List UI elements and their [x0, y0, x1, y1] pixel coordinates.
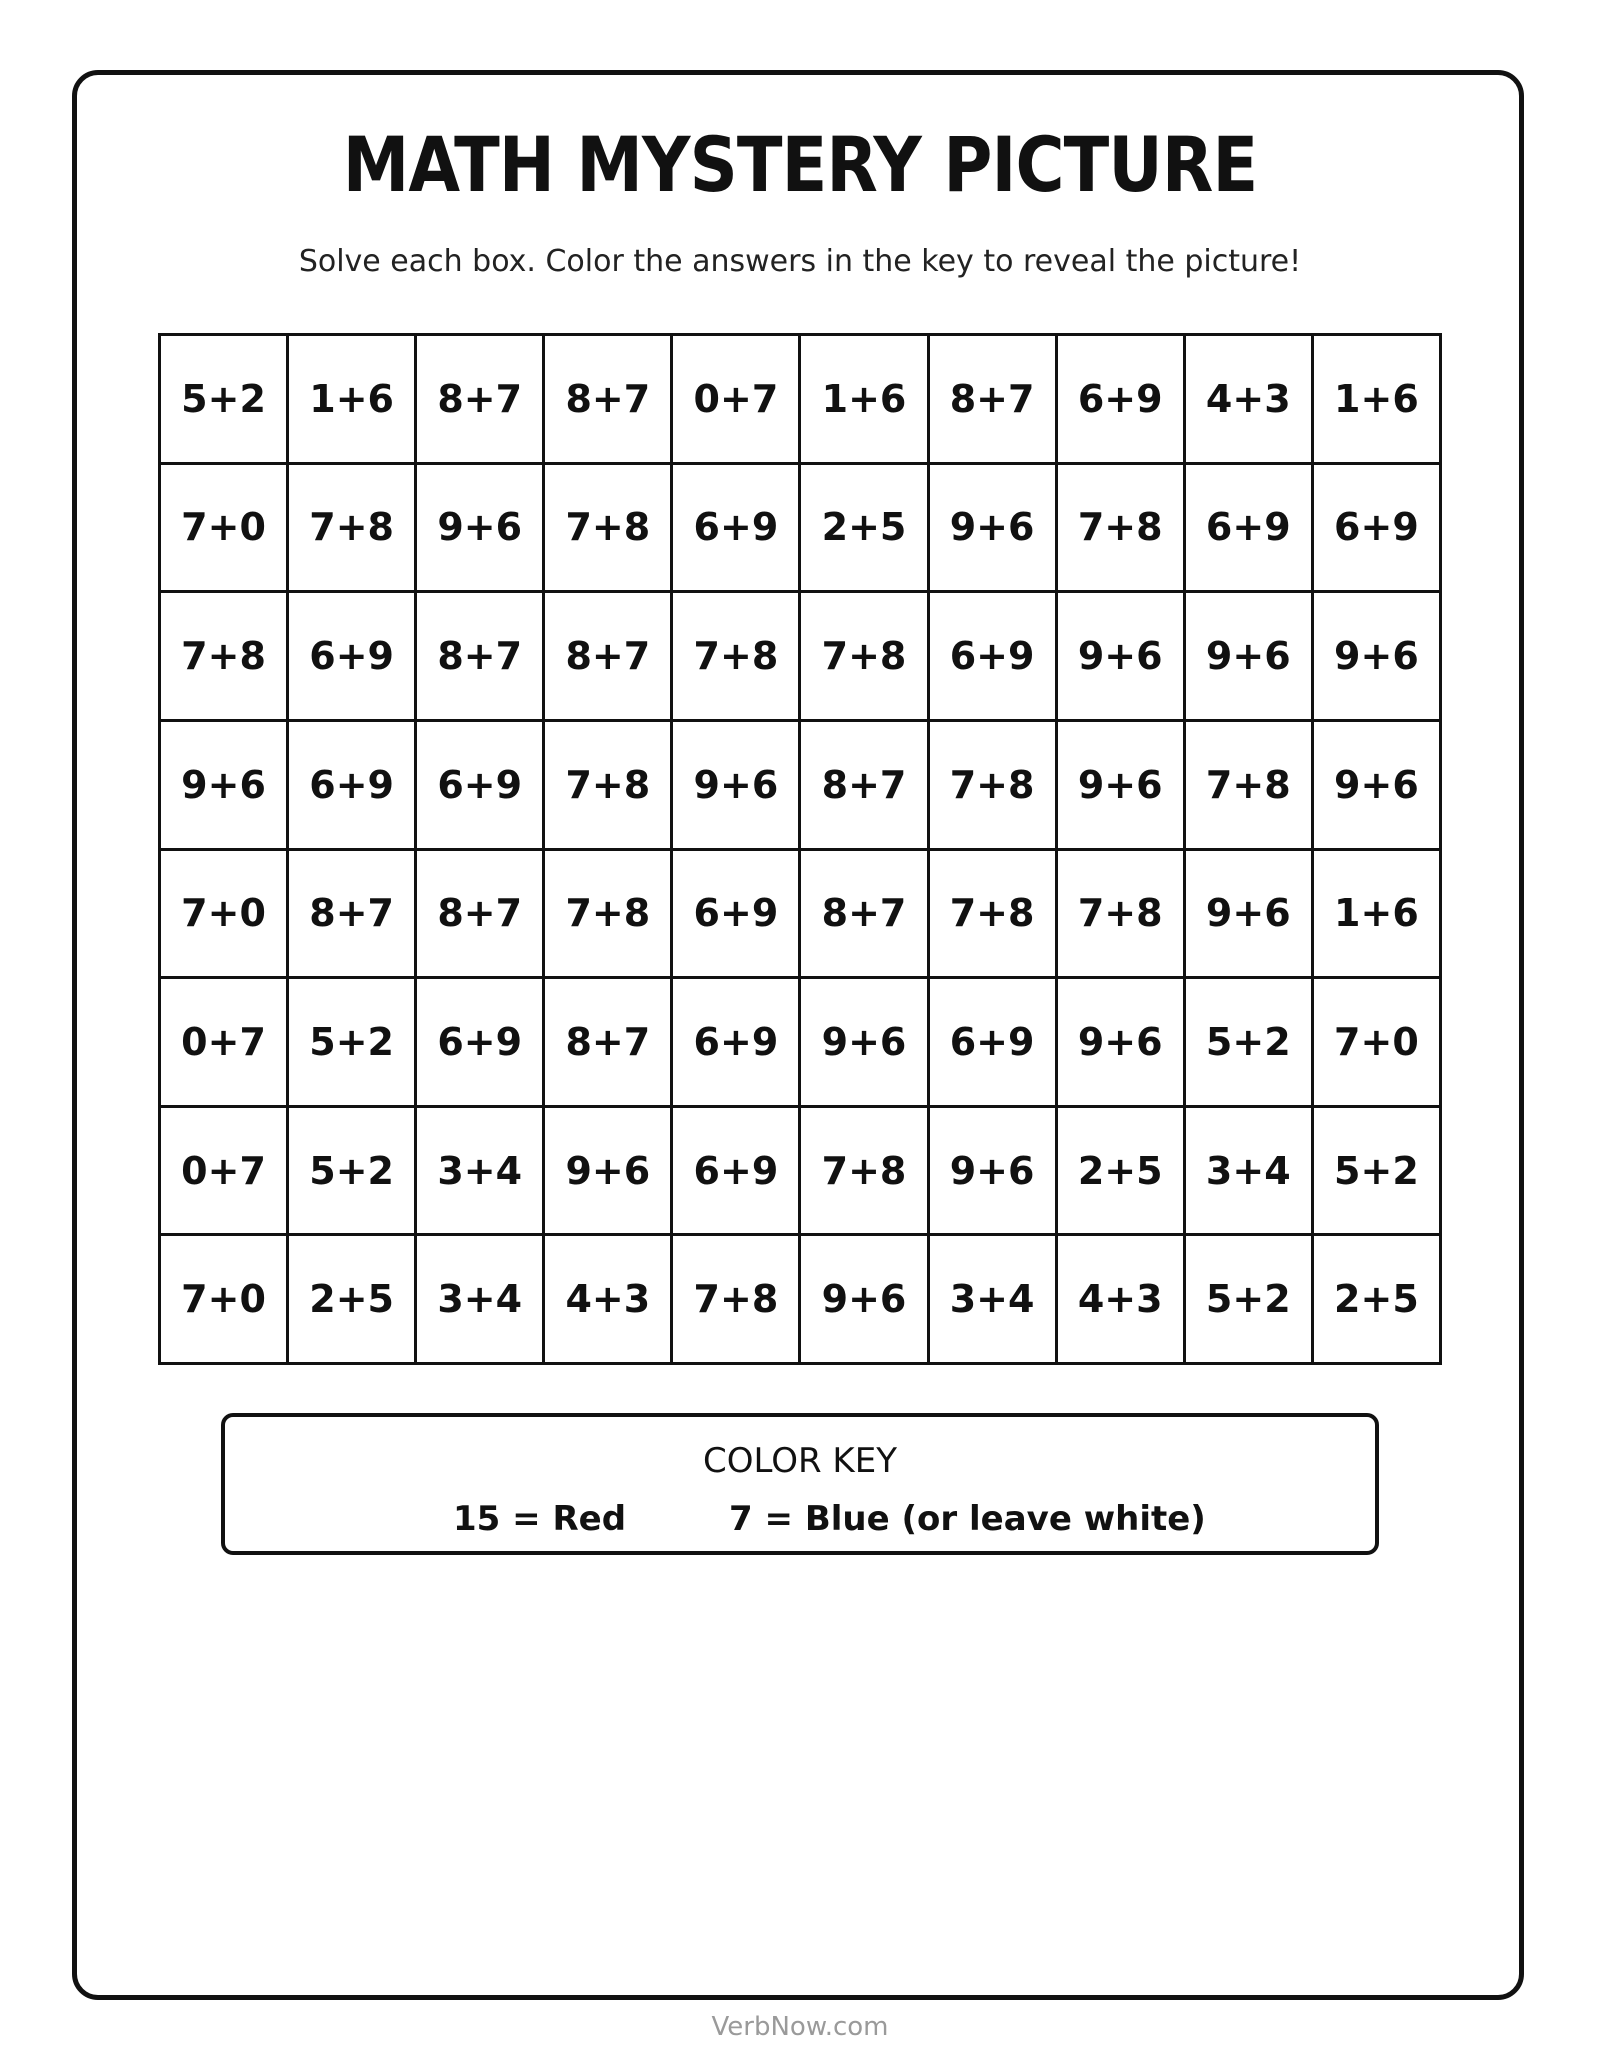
- grid-cell[interactable]: 9+6: [1312, 720, 1440, 849]
- grid-cell[interactable]: 9+6: [1056, 720, 1184, 849]
- grid-cell[interactable]: 9+6: [928, 463, 1056, 592]
- grid-cell[interactable]: 7+8: [800, 1106, 928, 1235]
- grid-cell[interactable]: 8+7: [544, 335, 672, 464]
- grid-cell[interactable]: 8+7: [544, 592, 672, 721]
- grid-cell[interactable]: 6+9: [1184, 463, 1312, 592]
- grid-cell[interactable]: 0+7: [160, 978, 288, 1107]
- grid-cell[interactable]: 6+9: [416, 720, 544, 849]
- grid-cell[interactable]: 9+6: [416, 463, 544, 592]
- grid-cell[interactable]: 9+6: [672, 720, 800, 849]
- grid-cell[interactable]: 0+7: [160, 1106, 288, 1235]
- grid-cell[interactable]: 2+5: [288, 1235, 416, 1364]
- grid-cell[interactable]: 6+9: [288, 720, 416, 849]
- grid-cell[interactable]: 9+6: [800, 1235, 928, 1364]
- color-key-box: [221, 1413, 1379, 1555]
- grid-cell[interactable]: 5+2: [288, 1106, 416, 1235]
- color-key-entry-red: 15 = Red: [453, 1499, 627, 1539]
- grid-cell[interactable]: 2+5: [800, 463, 928, 592]
- grid-cell[interactable]: 7+8: [1184, 720, 1312, 849]
- puzzle-grid: [158, 333, 1442, 1365]
- grid-cell[interactable]: 8+7: [416, 849, 544, 978]
- grid-cell[interactable]: 2+5: [1056, 1106, 1184, 1235]
- grid-cell[interactable]: 7+8: [544, 463, 672, 592]
- grid-cell[interactable]: 1+6: [800, 335, 928, 464]
- grid-cell[interactable]: 8+7: [416, 335, 544, 464]
- grid-cell[interactable]: 8+7: [544, 978, 672, 1107]
- grid-cell[interactable]: 9+6: [1056, 592, 1184, 721]
- grid-cell[interactable]: 7+8: [800, 592, 928, 721]
- color-key-title: COLOR KEY: [703, 1441, 897, 1481]
- grid-cell[interactable]: 7+8: [544, 720, 672, 849]
- grid-cell[interactable]: 6+9: [1312, 463, 1440, 592]
- grid-cell[interactable]: 7+8: [928, 720, 1056, 849]
- grid-cell[interactable]: 1+6: [288, 335, 416, 464]
- grid-cell[interactable]: 6+9: [288, 592, 416, 721]
- grid-cell[interactable]: 6+9: [928, 978, 1056, 1107]
- grid-cell[interactable]: 7+0: [160, 1235, 288, 1364]
- grid-cell[interactable]: 8+7: [288, 849, 416, 978]
- grid-cell[interactable]: 7+8: [160, 592, 288, 721]
- grid-cell[interactable]: 7+8: [1056, 463, 1184, 592]
- grid-cell[interactable]: 4+3: [1056, 1235, 1184, 1364]
- grid-cell[interactable]: 0+7: [672, 335, 800, 464]
- grid-cell[interactable]: 9+6: [928, 1106, 1056, 1235]
- grid-row: [160, 978, 1441, 1107]
- grid-cell[interactable]: 1+6: [1312, 849, 1440, 978]
- grid-cell[interactable]: 5+2: [1184, 1235, 1312, 1364]
- grid-row: [160, 1106, 1441, 1235]
- page-title: MATH MYSTERY PICTURE: [342, 120, 1258, 209]
- grid-cell[interactable]: 4+3: [544, 1235, 672, 1364]
- grid-cell[interactable]: 9+6: [1056, 978, 1184, 1107]
- grid-cell[interactable]: 7+8: [544, 849, 672, 978]
- grid-cell[interactable]: 7+0: [1312, 978, 1440, 1107]
- grid-cell[interactable]: 4+3: [1184, 335, 1312, 464]
- grid-cell[interactable]: 2+5: [1312, 1235, 1440, 1364]
- grid-cell[interactable]: 3+4: [416, 1235, 544, 1364]
- grid-cell[interactable]: 5+2: [1312, 1106, 1440, 1235]
- grid-row: [160, 463, 1441, 592]
- grid-cell[interactable]: 9+6: [800, 978, 928, 1107]
- grid-cell[interactable]: 7+0: [160, 849, 288, 978]
- grid-cell[interactable]: 9+6: [1184, 849, 1312, 978]
- grid-cell[interactable]: 3+4: [928, 1235, 1056, 1364]
- grid-cell[interactable]: 6+9: [672, 849, 800, 978]
- grid-cell[interactable]: 9+6: [160, 720, 288, 849]
- grid-cell[interactable]: 8+7: [800, 720, 928, 849]
- grid-cell[interactable]: 5+2: [160, 335, 288, 464]
- grid-cell[interactable]: 6+9: [416, 978, 544, 1107]
- grid-row: [160, 1235, 1441, 1364]
- grid-cell[interactable]: 1+6: [1312, 335, 1440, 464]
- grid-cell[interactable]: 6+9: [928, 592, 1056, 721]
- grid-cell[interactable]: 7+8: [672, 592, 800, 721]
- grid-cell[interactable]: 3+4: [1184, 1106, 1312, 1235]
- instructions-text: Solve each box. Color the answers in the key to reveal the picture!: [298, 244, 1302, 279]
- grid-cell[interactable]: 9+6: [1184, 592, 1312, 721]
- grid-cell[interactable]: 9+6: [544, 1106, 672, 1235]
- grid-cell[interactable]: 9+6: [1312, 592, 1440, 721]
- grid-cell[interactable]: 3+4: [416, 1106, 544, 1235]
- footer-watermark: VerbNow.com: [711, 2012, 889, 2042]
- grid-row: [160, 849, 1441, 978]
- grid-row: [160, 335, 1441, 464]
- grid-cell[interactable]: 6+9: [672, 1106, 800, 1235]
- grid-row: [160, 592, 1441, 721]
- grid-cell[interactable]: 8+7: [928, 335, 1056, 464]
- grid-row: [160, 720, 1441, 849]
- grid-cell[interactable]: 6+9: [672, 978, 800, 1107]
- color-key-entry-blue: 7 = Blue (or leave white): [729, 1499, 1206, 1539]
- grid-cell[interactable]: 7+8: [928, 849, 1056, 978]
- grid-cell[interactable]: 5+2: [1184, 978, 1312, 1107]
- grid-cell[interactable]: 8+7: [416, 592, 544, 721]
- grid-cell[interactable]: 5+2: [288, 978, 416, 1107]
- grid-cell[interactable]: 7+8: [1056, 849, 1184, 978]
- grid-cell[interactable]: 7+8: [288, 463, 416, 592]
- grid-cell[interactable]: 7+0: [160, 463, 288, 592]
- grid-cell[interactable]: 6+9: [1056, 335, 1184, 464]
- grid-cell[interactable]: 8+7: [800, 849, 928, 978]
- grid-cell[interactable]: 7+8: [672, 1235, 800, 1364]
- grid-cell[interactable]: 6+9: [672, 463, 800, 592]
